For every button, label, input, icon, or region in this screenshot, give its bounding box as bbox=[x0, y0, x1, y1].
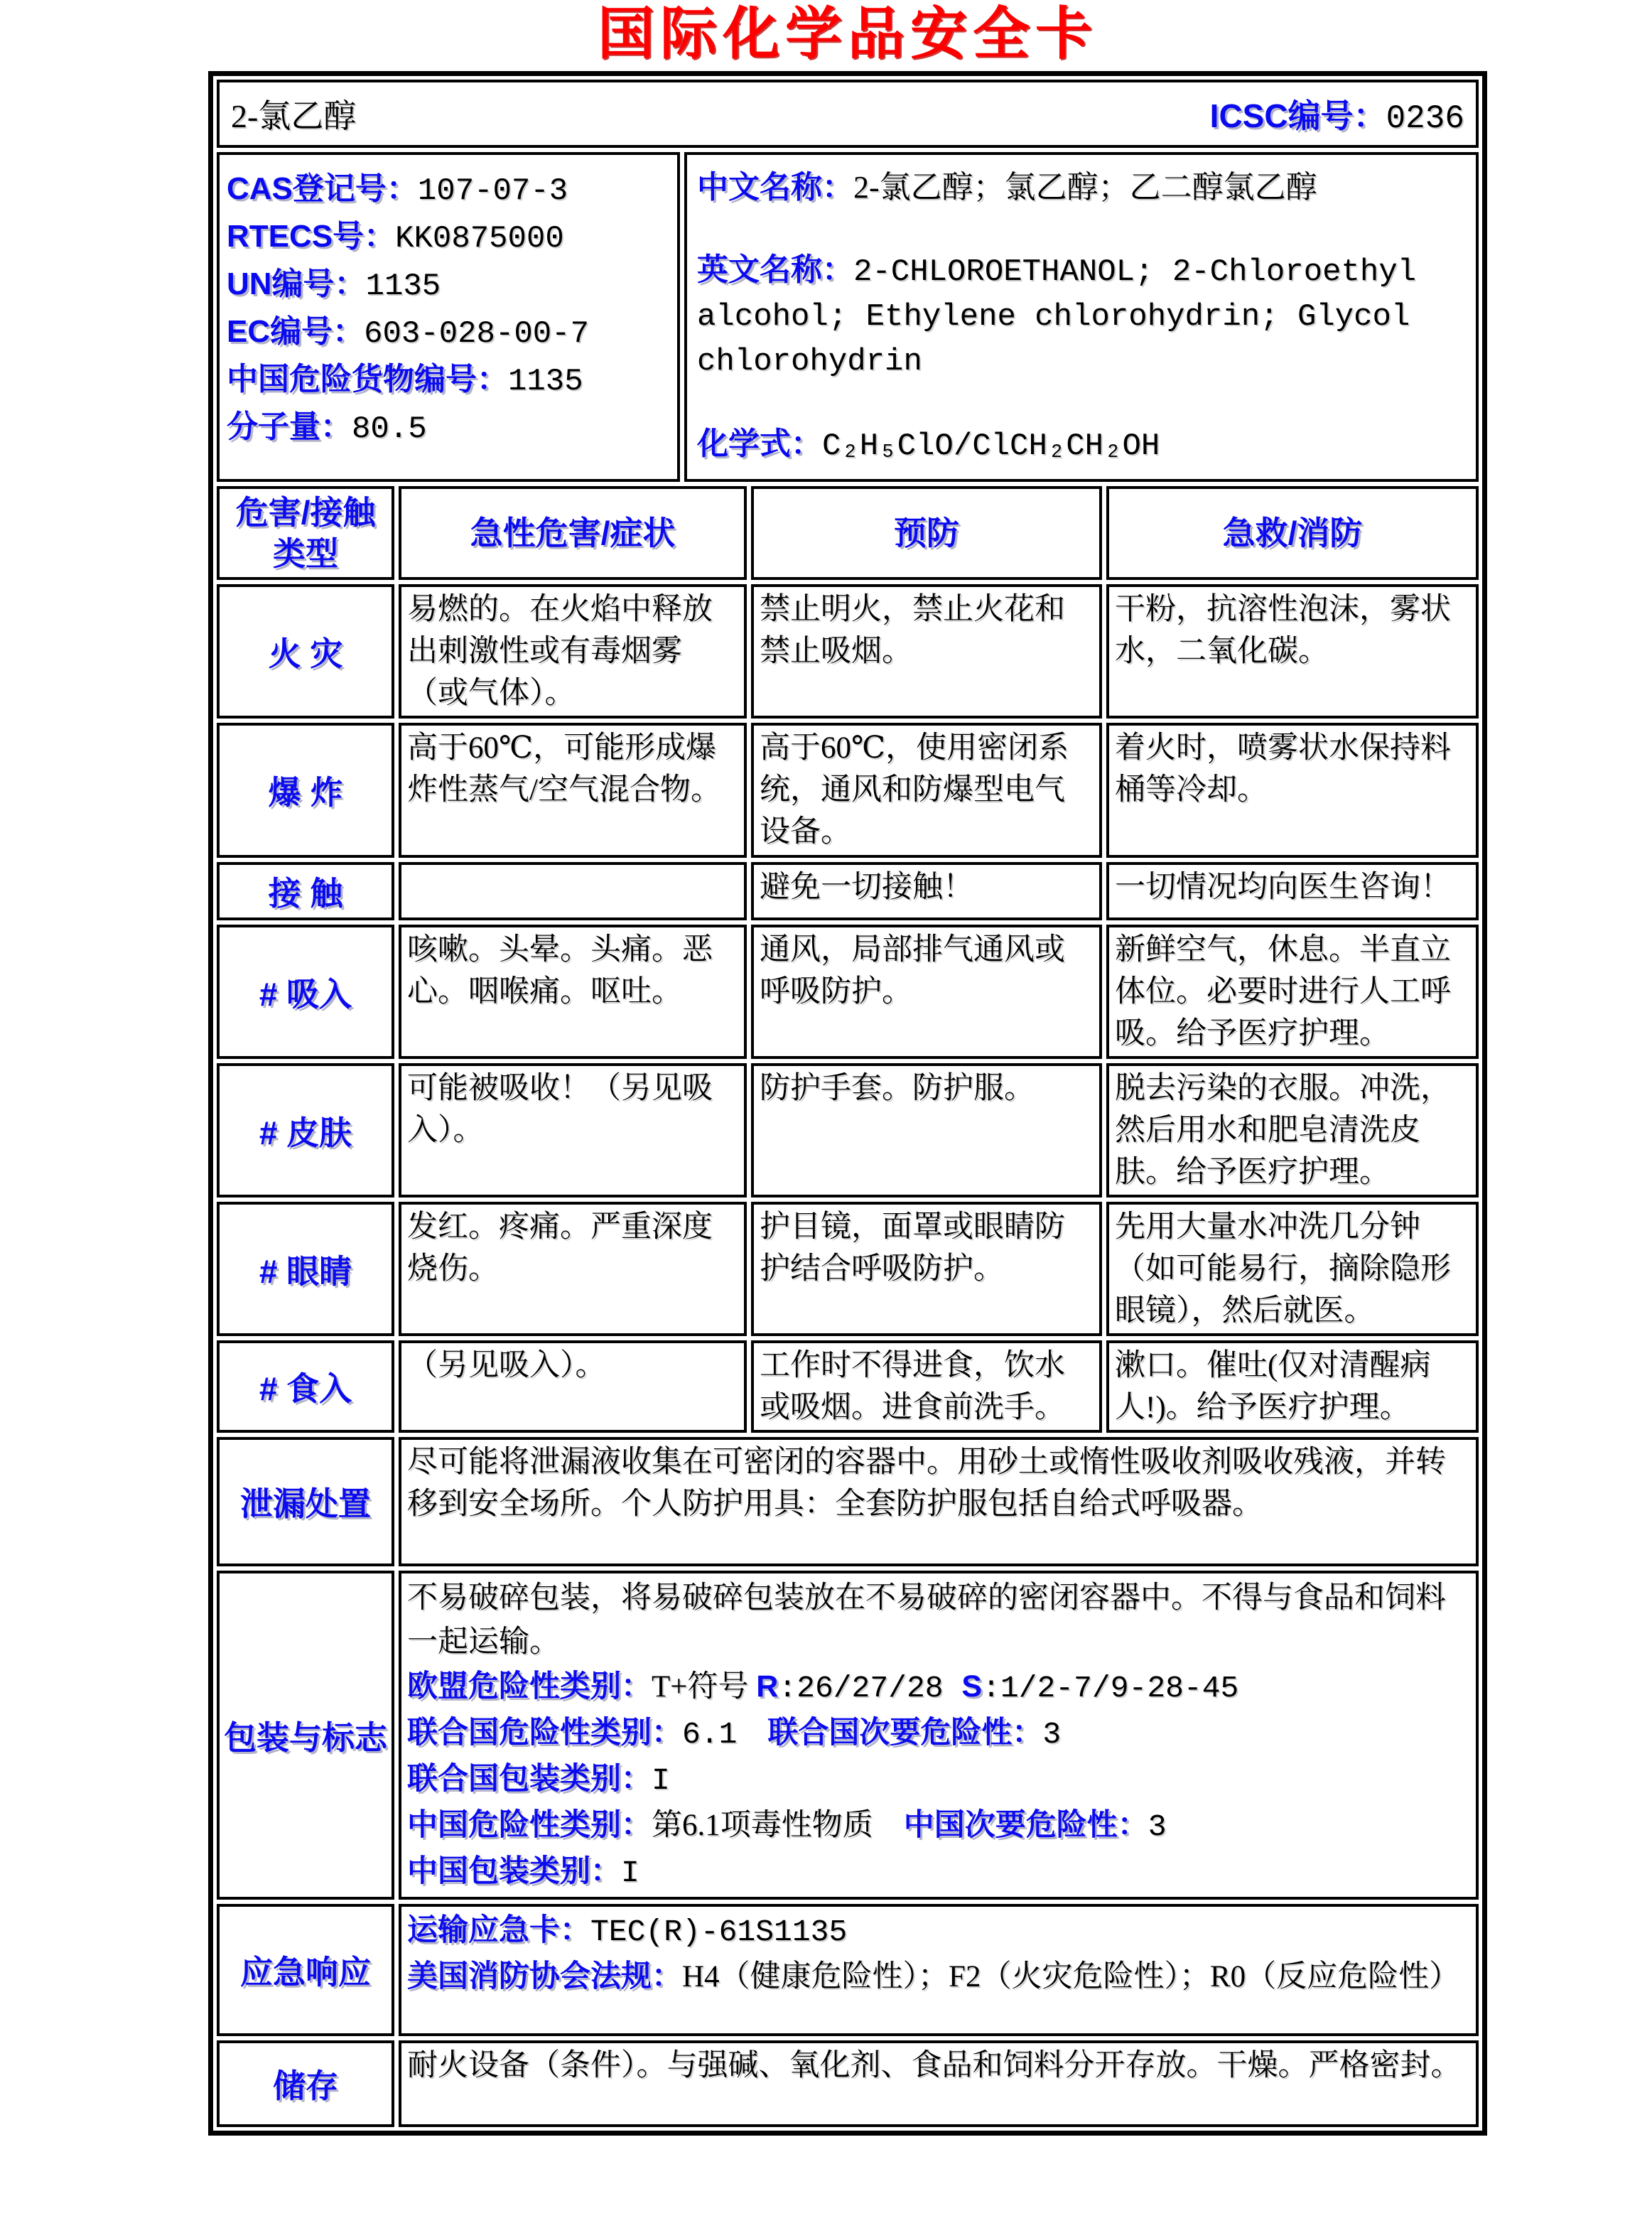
un-pack-group-label: 联合国包装类别： bbox=[407, 1762, 652, 1796]
skin-prevention: 防护手套。防护服。 bbox=[751, 1063, 1102, 1198]
ec-number-line bbox=[227, 309, 671, 357]
exposure-response: 一切情况均向医生咨询！ bbox=[1106, 862, 1479, 920]
un-pack-group-line bbox=[407, 1757, 1470, 1803]
rtecs-number-line bbox=[227, 214, 671, 262]
formula-label: 化学式： bbox=[697, 426, 822, 461]
hazard-type-fire: 火 灾 bbox=[217, 584, 394, 719]
hazard-row-eyes bbox=[217, 1202, 1479, 1336]
formula-line bbox=[697, 423, 1466, 468]
eyes-response: 先用大量水冲洗几分钟（如可能易行，摘除隐形眼镜），然后就医。 bbox=[1106, 1202, 1479, 1336]
identifier-block bbox=[217, 152, 680, 482]
un-number-line bbox=[227, 262, 671, 309]
hazard-row-exposure bbox=[217, 862, 1479, 920]
un-number-value: 1135 bbox=[365, 269, 441, 304]
hazard-row-skin bbox=[217, 1063, 1479, 1198]
hazard-type-inhalation: # 吸入 bbox=[217, 925, 394, 1059]
china-dg-number-line bbox=[227, 357, 671, 404]
substance-name: 2-氯乙醇 bbox=[231, 98, 357, 134]
storage-row bbox=[217, 2040, 1479, 2127]
packaging-row bbox=[217, 1571, 1479, 1900]
page-title: 国际化学品安全卡 bbox=[598, 2, 1098, 65]
china-dg-number-value: 1135 bbox=[508, 364, 583, 399]
ingestion-prevention: 工作时不得进食，饮水或吸烟。进食前洗手。 bbox=[751, 1340, 1102, 1433]
china-dg-number-label: 中国危险货物编号： bbox=[227, 362, 508, 397]
ingestion-response: 漱口。催吐(仅对清醒病人!)。给予医疗护理。 bbox=[1106, 1340, 1479, 1433]
cas-number-value: 107-07-3 bbox=[417, 173, 568, 209]
chinese-name-line bbox=[697, 166, 1466, 209]
nfpa-value: H4（健康危险性）；F2（火灾危险性）；R0（反应危险性） bbox=[682, 1960, 1460, 1993]
cn-pack-group-value: I bbox=[621, 1856, 639, 1890]
nfpa-label: 美国消防协会法规： bbox=[407, 1959, 682, 1993]
rtecs-number-value: KK0875000 bbox=[395, 221, 564, 257]
fire-response: 干粉，抗溶性泡沫，雾状水，二氧化碳。 bbox=[1106, 584, 1479, 719]
fire-symptoms: 易燃的。在火焰中释放出刺激性或有毒烟雾（或气体）。 bbox=[399, 584, 747, 719]
spill-disposal-text: 尽可能将泄漏液收集在可密闭的容器中。用砂土或惰性吸收剂吸收残液，并转移到安全场所。个人防护用具：全套防护服包括自给式呼吸器。 bbox=[399, 1437, 1479, 1566]
cn-subrisk-value: 3 bbox=[1148, 1809, 1167, 1844]
cas-number-label: CAS登记号： bbox=[227, 171, 418, 206]
eu-symbol-value: T+符号 bbox=[652, 1670, 757, 1704]
packaging-intro: 不易破碎包装，将易破碎包装放在不易破碎的密闭容器中。不得与食品和饲料一起运输。 bbox=[407, 1581, 1446, 1659]
un-number-label: UN编号： bbox=[227, 267, 366, 301]
exposure-symptoms bbox=[399, 862, 747, 920]
inhalation-symptoms: 咳嗽。头晕。头痛。恶心。咽喉痛。呕吐。 bbox=[399, 925, 747, 1059]
hazard-type-explosion: 爆 炸 bbox=[217, 723, 394, 858]
hazard-row-fire bbox=[217, 584, 1479, 719]
hazard-row-ingestion bbox=[217, 1340, 1479, 1433]
cn-class-line bbox=[407, 1803, 1470, 1849]
storage-label: 储存 bbox=[217, 2040, 394, 2127]
hazard-type-exposure: 接 触 bbox=[217, 862, 394, 920]
explosion-response: 着火时，喷雾状水保持料桶等冷却。 bbox=[1106, 723, 1479, 858]
un-subrisk-value: 3 bbox=[1042, 1717, 1062, 1752]
inhalation-prevention: 通风，局部排气通风或呼吸防护。 bbox=[751, 925, 1102, 1059]
emergency-response-content bbox=[399, 1904, 1479, 2036]
substance-header-cell bbox=[217, 80, 1479, 148]
hazard-type-ingestion: # 食入 bbox=[217, 1340, 394, 1433]
tec-card-label: 运输应急卡： bbox=[407, 1913, 590, 1947]
names-block bbox=[684, 152, 1479, 482]
cn-pack-group-line bbox=[407, 1849, 1470, 1895]
eyes-prevention: 护目镜，面罩或眼睛防护结合呼吸防护。 bbox=[751, 1202, 1102, 1336]
un-class-value: 6.1 bbox=[682, 1717, 768, 1752]
header-fire-fighting: 急救/消防 bbox=[1106, 486, 1479, 580]
formula-value: C₂H₅ClO/ClCH₂CH₂OH bbox=[822, 429, 1160, 464]
r-phrases-value: :26/27/28 bbox=[778, 1671, 962, 1706]
nfpa-line bbox=[407, 1954, 1470, 1999]
hazard-row-inhalation bbox=[217, 925, 1479, 1059]
molecular-weight-value: 80.5 bbox=[352, 411, 427, 447]
english-name-label: 英文名称： bbox=[697, 252, 853, 287]
hazard-header-row bbox=[217, 486, 1479, 580]
r-phrases-label: R bbox=[756, 1669, 779, 1704]
inhalation-response: 新鲜空气，休息。半直立体位。必要时进行人工呼吸。给予医疗护理。 bbox=[1106, 925, 1479, 1059]
icsc-number-group bbox=[1210, 90, 1464, 137]
english-name-line bbox=[697, 249, 1466, 383]
chinese-name-value: 2-氯乙醇；氯乙醇；乙二醇氯乙醇 bbox=[853, 170, 1317, 205]
hazard-row-explosion bbox=[217, 723, 1479, 858]
skin-symptoms: 可能被吸收！（另见吸入）。 bbox=[399, 1063, 747, 1198]
packaging-content bbox=[399, 1571, 1479, 1900]
cn-class-label: 中国危险性类别： bbox=[407, 1808, 652, 1842]
storage-text: 耐火设备（条件）。与强碱、氧化剂、食品和饲料分开存放。干燥。严格密封。 bbox=[399, 2040, 1479, 2127]
emergency-response-row bbox=[217, 1904, 1479, 2036]
un-pack-group-value: I bbox=[652, 1763, 670, 1798]
header-acute-hazards: 急性危害/症状 bbox=[399, 486, 747, 580]
explosion-symptoms: 高于60℃，可能形成爆炸性蒸气/空气混合物。 bbox=[399, 723, 747, 858]
cn-class-value: 第6.1项毒性物质 bbox=[652, 1809, 904, 1842]
spill-disposal-row bbox=[217, 1437, 1479, 1566]
eu-hazard-label: 欧盟危险性类别： bbox=[407, 1669, 652, 1704]
un-class-label: 联合国危险性类别： bbox=[407, 1716, 682, 1750]
skin-response: 脱去污染的衣服。冲洗，然后用水和肥皂清洗皮肤。给予医疗护理。 bbox=[1106, 1063, 1479, 1198]
spill-disposal-label: 泄漏处置 bbox=[217, 1437, 394, 1566]
hazard-type-skin: # 皮肤 bbox=[217, 1063, 394, 1198]
fire-prevention: 禁止明火，禁止火花和禁止吸烟。 bbox=[751, 584, 1102, 719]
s-phrases-label: S bbox=[961, 1669, 983, 1704]
cn-subrisk-label: 中国次要危险性： bbox=[903, 1808, 1148, 1842]
cas-number-line bbox=[227, 166, 671, 214]
safety-card bbox=[208, 71, 1487, 2136]
molecular-weight-label: 分子量： bbox=[227, 409, 352, 444]
substance-header-row bbox=[217, 80, 1479, 148]
explosion-prevention: 高于60℃，使用密闭系统，通风和防爆型电气设备。 bbox=[751, 723, 1102, 858]
eyes-symptoms: 发红。疼痛。严重深度烧伤。 bbox=[399, 1202, 747, 1336]
eu-hazard-line bbox=[407, 1664, 1470, 1711]
tec-card-line bbox=[407, 1908, 1470, 1954]
s-phrases-value: :1/2-7/9-28-45 bbox=[982, 1671, 1239, 1706]
ec-number-value: 603-028-00-7 bbox=[364, 316, 589, 352]
english-name-value: 2-CHLOROETHANOL; 2-Chloroethyl alcohol; Ethylene chlorohydrin; Glycol chlorohydrin bbox=[697, 254, 1417, 380]
packaging-label: 包装与标志 bbox=[217, 1571, 394, 1900]
tec-card-value: TEC(R)-61S1135 bbox=[590, 1915, 848, 1949]
rtecs-number-label: RTECS号： bbox=[227, 219, 396, 254]
identification-row bbox=[217, 152, 1479, 482]
ec-number-label: EC编号： bbox=[227, 314, 365, 349]
un-subrisk-label: 联合国次要危险性： bbox=[767, 1716, 1043, 1750]
cn-pack-group-label: 中国包装类别： bbox=[407, 1854, 621, 1888]
icsc-number-value: 0236 bbox=[1386, 100, 1464, 137]
header-hazard-type: 危害/接触类型 bbox=[217, 486, 394, 580]
molecular-weight-line bbox=[227, 404, 671, 452]
emergency-response-label: 应急响应 bbox=[217, 1904, 394, 2036]
chinese-name-label: 中文名称： bbox=[697, 170, 853, 205]
un-class-line bbox=[407, 1711, 1470, 1757]
header-prevention: 预防 bbox=[751, 486, 1102, 580]
ingestion-symptoms: （另见吸入）。 bbox=[399, 1340, 747, 1433]
icsc-number-label: ICSC编号： bbox=[1209, 97, 1386, 134]
hazard-type-eyes: # 眼睛 bbox=[217, 1202, 394, 1336]
exposure-prevention: 避免一切接触！ bbox=[751, 862, 1102, 920]
